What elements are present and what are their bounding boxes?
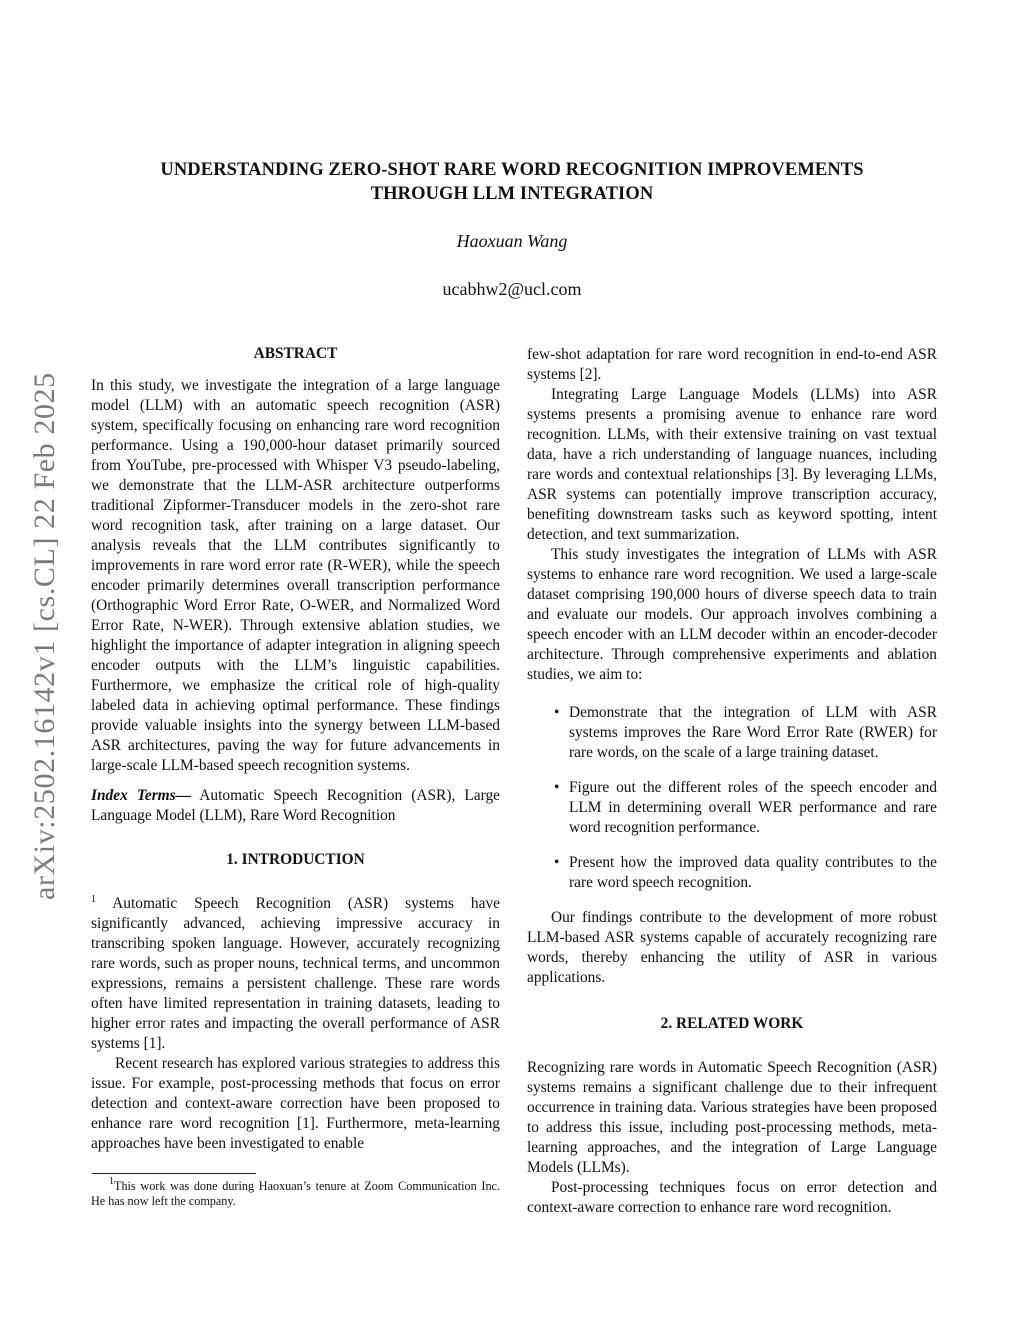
index-terms-label: Index Terms—: [91, 787, 192, 804]
index-terms: [91, 786, 500, 826]
footnote-marker[interactable]: 1: [91, 894, 96, 905]
arxiv-identifier[interactable]: arXiv:2502.16142v1 [cs.CL] 22 Feb 2025: [28, 372, 61, 900]
footnote-number: 1: [109, 1176, 114, 1187]
contribution-list: [527, 703, 937, 893]
index-terms-text: Automatic Speech Recognition (ASR), Large Language Model (LLM), Rare Word Recognition: [91, 787, 500, 824]
footnote: [91, 1176, 500, 1209]
intro-paragraph-2: Recent research has explored various strategies to address this issue. For example, post-processing methods that focus on error detection and context-aware correction have been proposed to enhance rare word recognition [1]. Furthermore, meta-learning approaches have been investigated to enable: [91, 1055, 500, 1152]
list-item: • Figure out the different roles of the speech encoder and LLM in determining overall WER performance and rare word recognition performance.: [527, 778, 937, 838]
introduction-heading: 1. INTRODUCTION: [226, 851, 365, 868]
related-work-heading: 2. RELATED WORK: [660, 1015, 804, 1032]
intro-paragraph-1-text: Automatic Speech Recognition (ASR) systems have significantly advanced, achieving impressive accuracy in transcribing spoken language. However, accurately recognizing rare words, such as proper nouns, technical terms, and uncommon expressions, remains a persistent challenge. These rare words often have limited representation in training datasets, leading to higher error rates and impacting the overall performance of ASR systems [1].: [91, 895, 500, 1052]
abstract-text: In this study, we investigate the integration of a large language model (LLM) with an automatic speech recognition (ASR) system, specifically focusing on enhancing rare word recognition performance. Using a 190,000-hour dataset primarily sourced from YouTube, pre-processed with Whisper V3 pseudo-labeling, we demonstrate that the LLM-ASR architecture outperforms traditional Zipformer-Transducer models in the zero-shot rare word recognition task, after training on a large dataset. Our analysis reveals that the LLM contributes significantly to improvements in rare word error rate (R-WER), while the speech encoder primarily determines overall transcription performance (Orthographic Word Error Rate, O-WER, and Normalized Word Error Rate, N-WER). Through extensive ablation studies, we highlight the importance of adapter integration in aligning speech encoder outputs with the LLM’s linguistic capabilities. Furthermore, we emphasize the critical role of high-quality labeled data in achieving optimal performance. These findings provide valuable insights into the synergy between LLM-based ASR architectures, paving the way for future advancements in large-scale LLM-based speech recognition systems.: [91, 377, 500, 774]
intro-paragraph-3: Integrating Large Language Models (LLMs) into ASR systems presents a promising avenue to enhance rare word recognition. LLMs, with their extensive training on vast textual data, have a rich understanding of language nuances, including rare words and contextual relationships [3]. By leveraging LLMs, ASR systems can potentially improve transcription accuracy, benefiting downstream tasks such as keyword spotting, intent detection, and text summarization.: [527, 386, 937, 543]
title-line-1: UNDERSTANDING ZERO-SHOT RARE WORD RECOGNITION IMPROVEMENTS: [160, 160, 864, 180]
intro-paragraph-4: This study investigates the integration of LLMs with ASR systems to enhance rare word recognition. We used a large-scale dataset comprising 190,000 hours of diverse speech data to train and evaluate our models. Our approach involves combining a speech encoder with an LLM decoder within an encoder-decoder architecture. Through comprehensive experiments and ablation studies, we aim to:: [527, 546, 937, 683]
intro-paragraph-2-continued: few-shot adaptation for rare word recognition in end-to-end ASR systems [2].: [527, 346, 937, 383]
list-item: • Demonstrate that the integration of LLM with ASR systems improves the Rare Word Error Rate (RWER) for rare words, on the scale of a large training dataset.: [527, 703, 937, 763]
footnote-rule: [92, 1173, 256, 1174]
right-column: [527, 345, 937, 1218]
paper-title: [80, 158, 944, 206]
author-email[interactable]: ucabhw2@ucl.com: [442, 279, 582, 299]
list-item: • Present how the improved data quality contributes to the rare word speech recognition.: [527, 853, 937, 893]
abstract-heading: ABSTRACT: [253, 345, 338, 362]
left-column: [91, 344, 500, 1154]
related-paragraph-1: Recognizing rare words in Automatic Speech Recognition (ASR) systems remains a significant challenge due to their infrequent occurrence in training data. Various strategies have been proposed to address this issue, including post-processing methods, meta-learning approaches, and the integration of Large Language Models (LLMs).: [527, 1059, 937, 1176]
title-line-2: THROUGH LLM INTEGRATION: [370, 184, 654, 204]
footnote-text: This work was done during Haoxuan’s tenure at Zoom Communication Inc. He has now left the company.: [91, 1179, 500, 1208]
author-name: Haoxuan Wang: [456, 231, 568, 251]
intro-paragraph-1: [91, 894, 500, 1054]
intro-paragraph-5: Our findings contribute to the development of more robust LLM-based ASR systems capable of accurately recognizing rare words, thereby enhancing the utility of ASR in various applications.: [527, 909, 937, 986]
related-paragraph-2: Post-processing techniques focus on error detection and context-aware correction to enhance rare word recognition.: [527, 1179, 937, 1216]
